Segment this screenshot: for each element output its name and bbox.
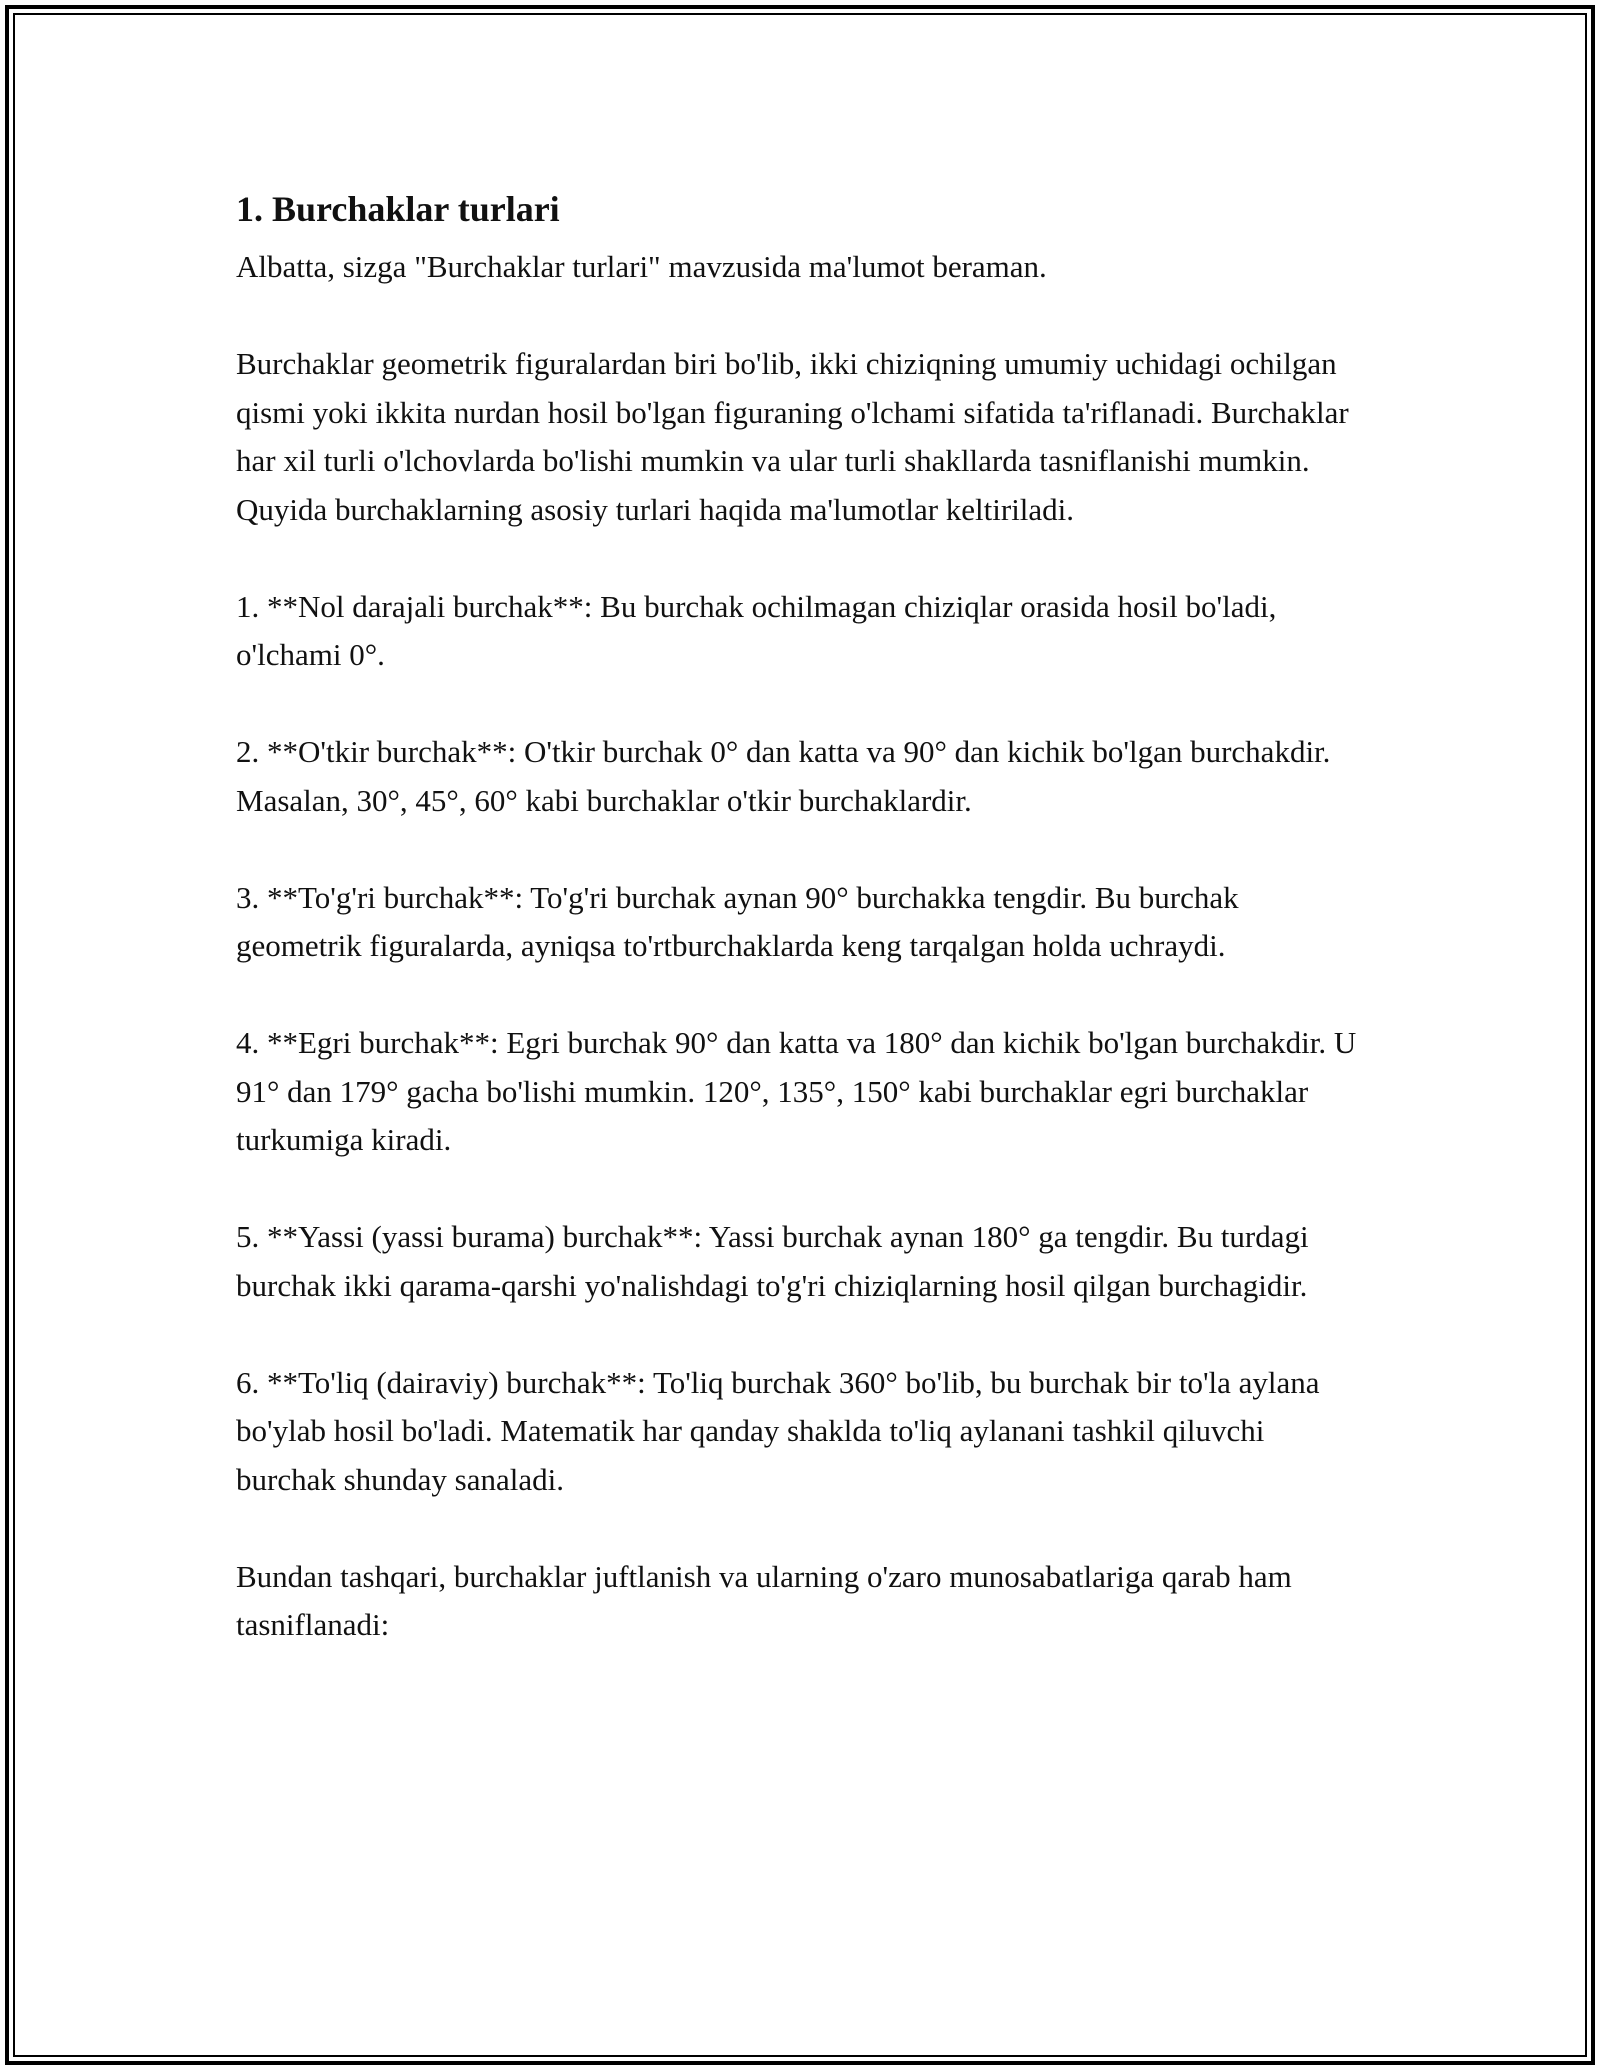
intro-paragraph: Albatta, sizga "Burchaklar turlari" mavzusida ma'lumot beraman.: [236, 249, 1047, 284]
list-item-zero-angle: 1. **Nol darajali burchak**: Bu burchak ochilmagan chiziqlar orasida hosil bo'ladi, o'lchami 0°.: [236, 588, 1277, 672]
document-body: [236, 185, 1366, 1698]
list-item-acute-angle: 2. **O'tkir burchak**: O'tkir burchak 0° dan katta va 90° dan kichik bo'lgan burchakdir. Masalan, 30°, 45°, 60° kabi burchaklar o'tkir burchaklardir.: [236, 734, 1331, 818]
definition-paragraph: Burchaklar geometrik figuralardan biri bo'lib, ikki chiziqning umumiy uchidagi ochilgan qismi yoki ikkita nurdan hosil bo'lgan figuraning o'lchami sifatida ta'riflanadi. Burchaklar har xil turli o'lchovlarda bo'lishi mumkin va ular turli shakllarda tasniflanishi mumkin. Quyida burchaklarning asosiy turlari haqida ma'lumotlar keltiriladi.: [236, 346, 1349, 527]
list-item-straight-angle: 5. **Yassi (yassi burama) burchak**: Yassi burchak aynan 180° ga tengdir. Bu turdagi burchak ikki qarama-qarshi yo'nalishdagi to'g'ri chiziqlarning hosil qilgan burchagidir.: [236, 1219, 1309, 1303]
list-item-obtuse-angle: 4. **Egri burchak**: Egri burchak 90° dan katta va 180° dan kichik bo'lgan burchakdir. U 91° dan 179° gacha bo'lishi mumkin. 120°, 135°, 150° kabi burchaklar egri burchaklar turkumiga kiradi.: [236, 1025, 1357, 1157]
list-item-right-angle: 3. **To'g'ri burchak**: To'g'ri burchak aynan 90° burchakka tengdir. Bu burchak geometrik figuralarda, ayniqsa to'rtburchaklarda keng tarqalgan holda uchraydi.: [236, 879, 1239, 963]
list-item-full-angle: 6. **To'liq (dairaviy) burchak**: To'liq burchak 360° bo'lib, bu burchak bir to'la aylana bo'ylab hosil bo'ladi. Matematik har qanday shaklda to'liq aylanani tashkil qiluvchi burchak shunday sanaladi.: [236, 1364, 1320, 1497]
closing-paragraph: Bundan tashqari, burchaklar juftlanish va ularning o'zaro munosabatlariga qarab ham tasniflanadi:: [236, 1558, 1292, 1642]
document-title: 1. Burchaklar turlari: [236, 189, 560, 229]
